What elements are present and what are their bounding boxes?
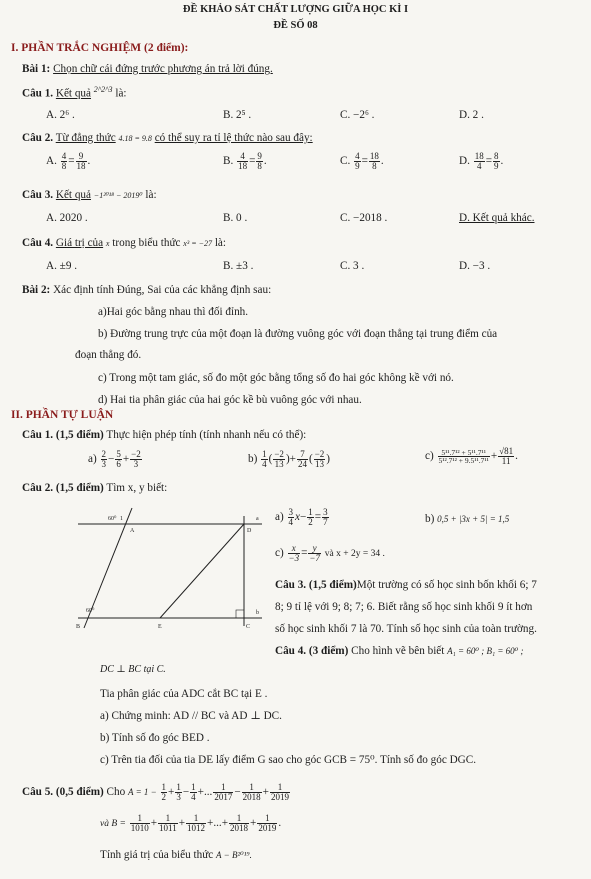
essay2-b [425, 512, 509, 526]
question-3 [22, 188, 157, 202]
geometry-figure [72, 502, 268, 632]
essay2-b-expr: 0,5 + |3x + 5| = 1,5 [437, 514, 510, 524]
q4-expr: x³ = −27 [183, 239, 213, 248]
q2a-n1: 4 [61, 151, 67, 161]
essay4-line1: Tia phân giác của ADC cắt BC tại E . [100, 688, 268, 700]
bai2-item-b: b) Đường trung trực của một đoạn là đường vuông góc với đoạn thẳng tại trung điểm của [98, 328, 498, 340]
essay5-a-start: A = 1 − [128, 787, 157, 798]
bai2-label: Bài 2: [22, 284, 51, 296]
q2-opt-b: B. $\frac{4}{18}$ = $\frac{9}{8}$ . [223, 151, 267, 171]
q2b-n1: 4 [237, 152, 248, 162]
q3-opt-b: B. 0 . [223, 212, 248, 224]
q2-opt-a: A. $\frac{4}{8}$ = $\frac{9}{18}$ . [46, 151, 91, 171]
bai2-item-d: d) Hai tia phân giác của hai góc kề bù vuông góc với nhau. [98, 394, 362, 406]
essay3-line3: số học sinh khối 7 là 70. Tính số học sinh của toàn trường. [275, 623, 537, 635]
essay4-label: Câu 4. [275, 645, 307, 657]
part1-heading: I. PHẦN TRẮC NGHIỆM (2 điểm): [11, 42, 189, 54]
essay4-c: c) Trên tia đối của tia DE lấy điểm G sao cho góc GCB = 75⁰. Tính số đo góc DGC. [100, 754, 476, 766]
q2a-d2: 18 [76, 161, 86, 171]
essay2-a: a) $\frac{3}{4}$ x− $\frac{1}{2}$ = $\frac{3}{7}$ [275, 507, 328, 527]
label-one: 1 [120, 516, 123, 522]
essay-5: Câu 5. (0,5 điểm) Cho A = 1 − $\frac{1}{2}$ + $\frac{1}{3}$ − $\frac{1}{4}$ +... $\frac{1}{2017}$ − $\frac{1}{2018}$ + $\frac{1}{2019}$ [22, 782, 289, 802]
essay4-perp: DC ⊥ BC tại C. [100, 664, 166, 675]
essay3-line2: 8; 9 tỉ lệ với 9; 8; 7; 6. Biết rằng số học sinh khối 9 ít hơn [275, 601, 533, 613]
essay1-text: Thực hiện phép tính (tính nhanh nếu có thể): [106, 429, 307, 441]
essay5-last [100, 848, 252, 862]
q1-opt-c: C. −2⁶ . [340, 109, 375, 121]
essay4-angles: A₁ = 60⁰ ; B₁ = 60⁰ ; [447, 646, 524, 656]
essay-4 [275, 644, 591, 658]
bai1 [22, 62, 273, 76]
q2d-n1: 18 [474, 151, 484, 161]
question-4 [22, 236, 226, 250]
bai2-item-b-cont: đoạn thẳng đó. [75, 349, 142, 361]
q2-tail: có thể suy ra tỉ lệ thức nào sau đây: [154, 132, 313, 144]
right-angle-mark [236, 610, 244, 618]
q1-label: Câu 1. [22, 87, 54, 100]
q2-opt-c: C. $\frac{4}{9}$ = $\frac{18}{8}$ . [340, 151, 384, 171]
q4-opt-a: A. ±9 . [46, 260, 78, 272]
essay-1 [22, 428, 306, 442]
question-2 [22, 131, 313, 145]
q2-opt-d: D. $\frac{18}{4}$ = $\frac{8}{9}$ . [459, 151, 504, 171]
exam-title: ĐỀ KHẢO SÁT CHẤT LƯỢNG GIỮA HỌC KÌ I [182, 4, 409, 15]
essay1-label: Câu 1. [22, 429, 54, 441]
q4-text: Giá trị của [55, 237, 104, 249]
label-E: E [158, 624, 162, 630]
q1-expr: 2^2^3 [93, 85, 113, 94]
q2-opt-c-letter: C. [340, 155, 351, 168]
essay1-b-label: b) [248, 453, 258, 466]
essay5-b: và B = $\frac{1}{1010}$ + $\frac{1}{1011}$ + $\frac{1}{1012}$ +...+ $\frac{1}{2018}$ + $\frac{1}{2019}$ . [100, 813, 282, 833]
q1-opt-a: A. 2⁶ . [46, 109, 75, 121]
q4-var: x [105, 239, 110, 248]
essay2-text: Tìm x, y biết: [106, 482, 168, 494]
q4-tail: là: [214, 237, 226, 249]
essay5-text: Cho [106, 786, 126, 799]
q2b-n2: 9 [257, 151, 262, 161]
bai1-label: Bài 1: [22, 63, 51, 75]
q3-expr: −1²⁰¹⁸ − 2019⁰ [93, 191, 143, 200]
label-B: B [76, 624, 81, 630]
essay4-a: a) Chứng minh: AD // BC và AD ⊥ DC. [100, 710, 282, 722]
q2-expr: 4.18 = 9.8 [118, 134, 152, 143]
essay1-c-label: c) [425, 450, 434, 463]
essay1-a-label: a) [88, 453, 97, 466]
q3-opt-d: D. Kết quả khác. [459, 212, 535, 224]
essay1-a: a) $\frac{2}{3}$ − $\frac{5}{6}$ + $\frac{-2}{3}$ [88, 449, 141, 469]
bai2 [22, 283, 271, 297]
essay4-points: (3 điểm) [308, 645, 349, 657]
q2-label: Câu 2. [22, 132, 54, 144]
q2-text: Từ đẳng thức [55, 132, 116, 144]
label-angle-B: 60⁰ [86, 608, 95, 614]
part2-heading: II. PHẦN TỰ LUẬN [11, 409, 114, 421]
q3-opt-a: A. 2020 . [46, 212, 88, 224]
q3-text: Kết quả [55, 189, 91, 201]
label-angle-A: 60⁰ [108, 516, 117, 522]
q2b-d2: 8 [257, 161, 262, 171]
q4-label: Câu 4. [22, 237, 54, 249]
q2c-d2: 8 [372, 161, 377, 171]
q1-opt-b: B. 2⁵ . [223, 109, 252, 121]
essay-2 [22, 481, 167, 495]
q2d-n2: 8 [494, 151, 499, 161]
q2-opt-a-letter: A. [46, 155, 57, 168]
q2b-d1: 18 [238, 161, 248, 171]
q4-opt-d: D. −3 . [459, 260, 491, 272]
essay4-b: b) Tính số đo góc BED . [100, 732, 210, 744]
essay3-label: Câu 3. [275, 579, 307, 591]
essay3-line1: Một trường có số học sinh bốn khối 6; 7 [356, 579, 537, 591]
q4-opt-c: C. 3 . [340, 260, 365, 272]
bai1-text: Chọn chữ cái đứng trước phương án trả lời đúng. [53, 63, 273, 75]
essay2-c-label: c) [275, 547, 284, 560]
q2a-n2: 9 [76, 152, 87, 162]
essay2-a-label: a) [275, 511, 284, 524]
q3-opt-c: C. −2018 . [340, 212, 388, 224]
label-C: C [246, 624, 251, 630]
essay1-points: (1,5 điểm) [55, 429, 104, 441]
q2d-d2: 9 [494, 161, 499, 171]
label-a: a [256, 516, 259, 522]
q2-opt-b-letter: B. [223, 155, 234, 168]
q3-label: Câu 3. [22, 189, 54, 201]
essay1-b: b) $\frac{1}{4}$ ( $\frac{-2}{13}$ )+ $\frac{7}{24}$ ( $\frac{-2}{13}$ ) [248, 449, 331, 469]
bai2-item-c: c) Trong một tam giác, số đo một góc bằng tổng số đo hai góc không kề với nó. [98, 372, 454, 384]
essay2-c-tail: và x + 2y = 34 . [324, 549, 385, 560]
q2-opt-d-letter: D. [459, 155, 470, 168]
q2a-d1: 8 [61, 161, 67, 171]
exam-number: ĐỀ SỐ 08 [273, 20, 318, 31]
essay5-last-text: Tính giá trị của biểu thức [100, 849, 214, 861]
q2d-d1: 4 [476, 161, 482, 171]
label-A: A [130, 528, 135, 534]
q4-mid: trong biểu thức [112, 237, 181, 249]
essay2-points: (1,5 điểm) [55, 482, 104, 494]
essay-3 [275, 578, 591, 592]
label-D: D [247, 528, 252, 534]
essay5-label: Câu 5. [22, 786, 54, 799]
q4-opt-b: B. ±3 . [223, 260, 254, 272]
q2c-n1: 4 [355, 151, 360, 161]
essay5-points: (0,5 điểm) [55, 786, 104, 799]
q2c-d1: 9 [355, 161, 360, 171]
q1-opt-d: D. 2 . [459, 109, 484, 121]
essay2-b-label: b) [425, 513, 435, 525]
bai2-text: Xác định tính Đúng, Sai của các khẳng định sau: [53, 284, 272, 296]
label-b: b [256, 610, 259, 616]
q3-tail: là: [145, 189, 157, 201]
q1-tail: là: [115, 87, 127, 100]
q1-text: Kết quả [55, 87, 91, 100]
essay2-c: c) $\frac{x}{-3}$ = $\frac{y}{-7}$ và x + 2y = 34 . [275, 543, 385, 563]
essay1-c: c) $\frac{\text{5¹¹.7¹² + 5¹¹.7¹¹}}{\text{5¹².7¹² + 9.5¹¹.7¹¹}}$ + $\frac{√81}{11}$ . [425, 446, 518, 466]
question-1 [22, 85, 127, 101]
q2c-n2: 18 [369, 151, 379, 161]
line-de [160, 524, 244, 618]
essay5-b-start: và B = [100, 819, 126, 830]
bai2-item-a: a)Hai góc bằng nhau thì đối đỉnh. [98, 306, 249, 318]
essay4-text: Cho hình vẽ bên biết [351, 645, 445, 657]
essay2-label: Câu 2. [22, 482, 54, 494]
essay5-last-expr: A − B²⁰¹⁹. [216, 850, 252, 860]
essay3-points: (1,5 điểm) [308, 579, 357, 591]
